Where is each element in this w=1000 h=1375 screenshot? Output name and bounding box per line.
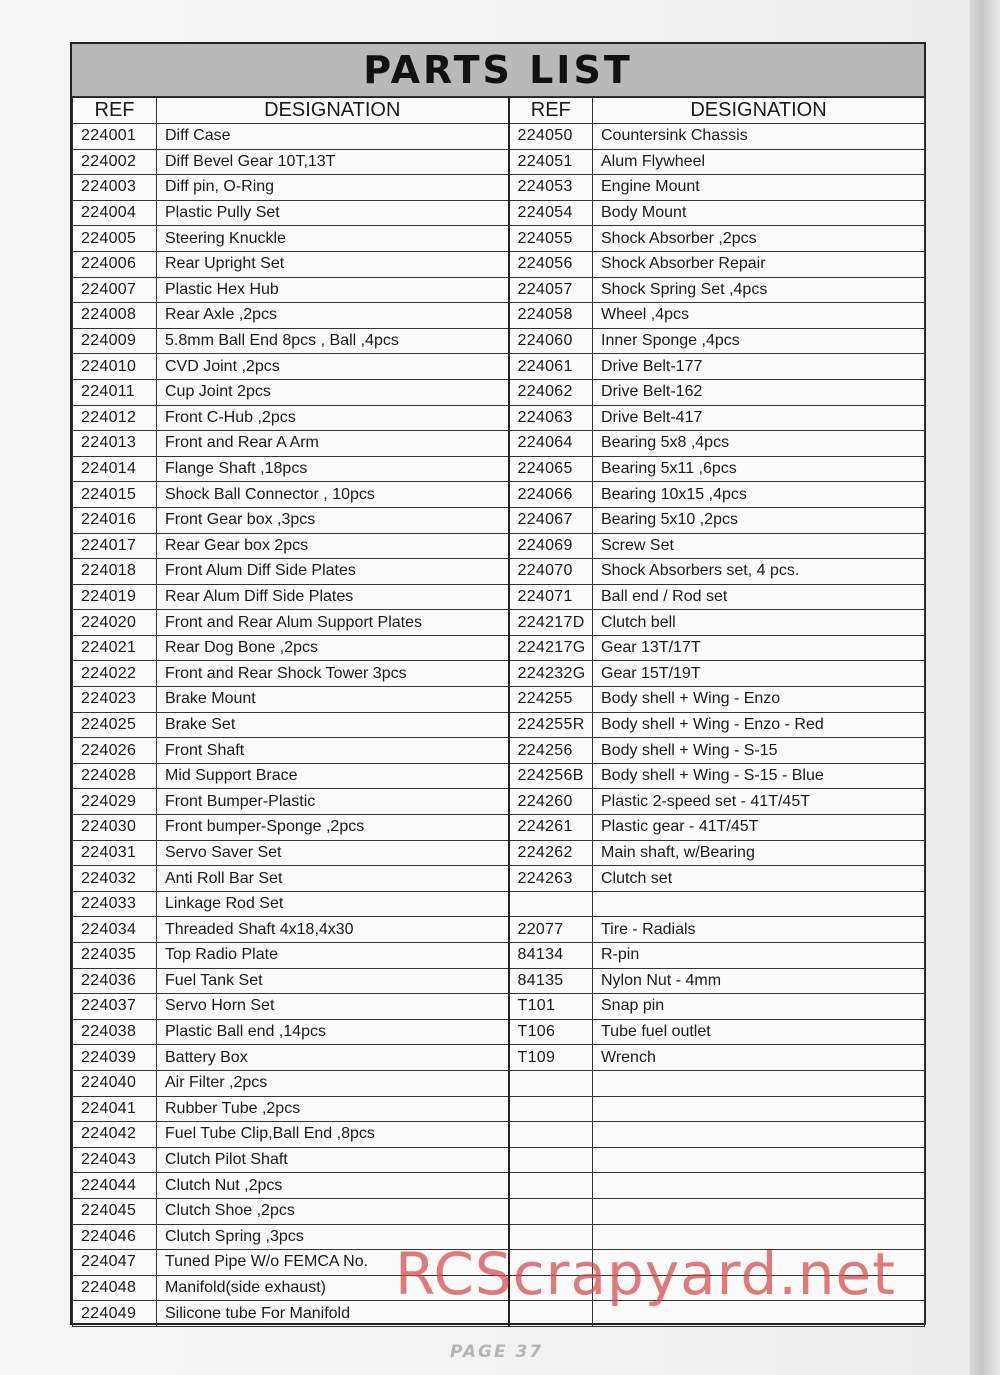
part-designation: Front Bumper-Plastic bbox=[157, 789, 509, 815]
part-ref: 224006 bbox=[73, 251, 157, 277]
part-designation: Body shell + Wing - Enzo bbox=[593, 687, 925, 713]
part-designation: Front Alum Diff Side Plates bbox=[157, 559, 509, 585]
part-ref: 224057 bbox=[509, 277, 593, 303]
part-designation: Servo Saver Set bbox=[157, 840, 509, 866]
table-row bbox=[73, 943, 925, 969]
table-row bbox=[73, 738, 925, 764]
part-ref bbox=[509, 1122, 593, 1148]
part-ref: 224012 bbox=[73, 405, 157, 431]
page-title: PARTS LIST bbox=[363, 48, 633, 92]
part-designation: Gear 13T/17T bbox=[593, 635, 925, 661]
part-ref: 224042 bbox=[73, 1122, 157, 1148]
part-ref: 224002 bbox=[73, 149, 157, 175]
part-ref: 224060 bbox=[509, 328, 593, 354]
part-designation: Front bumper-Sponge ,2pcs bbox=[157, 815, 509, 841]
table-row bbox=[73, 1147, 925, 1173]
part-ref: 224050 bbox=[509, 124, 593, 150]
part-ref: 224046 bbox=[73, 1224, 157, 1250]
part-designation: Steering Knuckle bbox=[157, 226, 509, 252]
part-designation: Tire - Radials bbox=[593, 917, 925, 943]
part-ref: T106 bbox=[509, 1019, 593, 1045]
part-designation bbox=[593, 1070, 925, 1096]
part-ref: 84135 bbox=[509, 968, 593, 994]
part-designation: Engine Mount bbox=[593, 175, 925, 201]
part-designation: Shock Spring Set ,4pcs bbox=[593, 277, 925, 303]
part-designation: Front and Rear Alum Support Plates bbox=[157, 610, 509, 636]
part-designation: Gear 15T/19T bbox=[593, 661, 925, 687]
part-designation: Rear Alum Diff Side Plates bbox=[157, 584, 509, 610]
part-designation: Battery Box bbox=[157, 1045, 509, 1071]
part-designation: Front C-Hub ,2pcs bbox=[157, 405, 509, 431]
part-ref: 224034 bbox=[73, 917, 157, 943]
part-ref bbox=[509, 1198, 593, 1224]
part-ref: 224018 bbox=[73, 559, 157, 585]
table-row bbox=[73, 559, 925, 585]
part-designation: Servo Horn Set bbox=[157, 994, 509, 1020]
part-designation: Manifold(side exhaust) bbox=[157, 1275, 509, 1301]
part-ref: 224039 bbox=[73, 1045, 157, 1071]
table-row bbox=[73, 763, 925, 789]
part-ref: 224071 bbox=[509, 584, 593, 610]
part-designation: Main shaft, w/Bearing bbox=[593, 840, 925, 866]
part-ref: 224067 bbox=[509, 507, 593, 533]
part-ref: 224013 bbox=[73, 431, 157, 457]
part-designation: Drive Belt-162 bbox=[593, 379, 925, 405]
part-ref: 224004 bbox=[73, 200, 157, 226]
table-row bbox=[73, 1070, 925, 1096]
table-row bbox=[73, 917, 925, 943]
table-row bbox=[73, 200, 925, 226]
part-designation: Rubber Tube ,2pcs bbox=[157, 1096, 509, 1122]
table-row bbox=[73, 994, 925, 1020]
table-row bbox=[73, 405, 925, 431]
part-ref: 224025 bbox=[73, 712, 157, 738]
part-ref: 224232G bbox=[509, 661, 593, 687]
part-designation: Drive Belt-417 bbox=[593, 405, 925, 431]
part-designation: Wrench bbox=[593, 1045, 925, 1071]
part-ref: 224055 bbox=[509, 226, 593, 252]
part-designation: Clutch Shoe ,2pcs bbox=[157, 1198, 509, 1224]
part-designation: Rear Axle ,2pcs bbox=[157, 303, 509, 329]
part-designation: Drive Belt-177 bbox=[593, 354, 925, 380]
table-row bbox=[73, 277, 925, 303]
part-designation: Plastic gear - 41T/45T bbox=[593, 815, 925, 841]
table-row bbox=[73, 891, 925, 917]
part-designation: Countersink Chassis bbox=[593, 124, 925, 150]
part-designation: Front and Rear Shock Tower 3pcs bbox=[157, 661, 509, 687]
part-designation: Bearing 5x11 ,6pcs bbox=[593, 456, 925, 482]
part-ref: 84134 bbox=[509, 943, 593, 969]
part-ref bbox=[509, 891, 593, 917]
part-ref: 224256 bbox=[509, 738, 593, 764]
part-designation: Brake Mount bbox=[157, 687, 509, 713]
part-ref: 224255 bbox=[509, 687, 593, 713]
part-ref: 224003 bbox=[73, 175, 157, 201]
part-ref: 224016 bbox=[73, 507, 157, 533]
table-row bbox=[73, 226, 925, 252]
part-ref bbox=[509, 1070, 593, 1096]
part-ref: 224022 bbox=[73, 661, 157, 687]
table-row bbox=[73, 1096, 925, 1122]
part-designation: Diff pin, O-Ring bbox=[157, 175, 509, 201]
part-designation: Front Shaft bbox=[157, 738, 509, 764]
part-ref: 224045 bbox=[73, 1198, 157, 1224]
part-designation: Clutch Pilot Shaft bbox=[157, 1147, 509, 1173]
part-designation: Body shell + Wing - Enzo - Red bbox=[593, 712, 925, 738]
part-ref: T101 bbox=[509, 994, 593, 1020]
part-designation: Rear Dog Bone ,2pcs bbox=[157, 635, 509, 661]
part-ref: 224040 bbox=[73, 1070, 157, 1096]
title-bar bbox=[72, 44, 924, 98]
part-designation: Top Radio Plate bbox=[157, 943, 509, 969]
part-ref: 224029 bbox=[73, 789, 157, 815]
part-ref: 224260 bbox=[509, 789, 593, 815]
table-row bbox=[73, 1045, 925, 1071]
table-row bbox=[73, 251, 925, 277]
table-row bbox=[73, 328, 925, 354]
part-ref: 224041 bbox=[73, 1096, 157, 1122]
part-ref: 224066 bbox=[509, 482, 593, 508]
part-designation bbox=[593, 1198, 925, 1224]
part-ref: 224017 bbox=[73, 533, 157, 559]
part-designation: Bearing 5x8 ,4pcs bbox=[593, 431, 925, 457]
table-row bbox=[73, 789, 925, 815]
part-designation: Body Mount bbox=[593, 200, 925, 226]
part-designation: Flange Shaft ,18pcs bbox=[157, 456, 509, 482]
part-designation: Linkage Rod Set bbox=[157, 891, 509, 917]
part-designation: Clutch set bbox=[593, 866, 925, 892]
part-designation: Shock Absorber ,2pcs bbox=[593, 226, 925, 252]
part-designation: Nylon Nut - 4mm bbox=[593, 968, 925, 994]
part-designation: Tube fuel outlet bbox=[593, 1019, 925, 1045]
designation-header: DESIGNATION bbox=[593, 97, 925, 124]
part-ref: 224021 bbox=[73, 635, 157, 661]
part-ref: 224014 bbox=[73, 456, 157, 482]
table-row bbox=[73, 610, 925, 636]
part-designation: Shock Ball Connector , 10pcs bbox=[157, 482, 509, 508]
part-ref: 224256B bbox=[509, 763, 593, 789]
part-designation: Mid Support Brace bbox=[157, 763, 509, 789]
part-ref: 224031 bbox=[73, 840, 157, 866]
part-designation: Fuel Tank Set bbox=[157, 968, 509, 994]
part-ref bbox=[509, 1096, 593, 1122]
part-designation: CVD Joint ,2pcs bbox=[157, 354, 509, 380]
part-ref: 224044 bbox=[73, 1173, 157, 1199]
part-ref: 224028 bbox=[73, 763, 157, 789]
table-row bbox=[73, 635, 925, 661]
part-ref: 224061 bbox=[509, 354, 593, 380]
part-ref: 224051 bbox=[509, 149, 593, 175]
part-designation: Rear Upright Set bbox=[157, 251, 509, 277]
part-ref: 224062 bbox=[509, 379, 593, 405]
part-ref: 224035 bbox=[73, 943, 157, 969]
part-ref: 224058 bbox=[509, 303, 593, 329]
part-designation: Inner Sponge ,4pcs bbox=[593, 328, 925, 354]
part-designation: Silicone tube For Manifold bbox=[157, 1301, 509, 1327]
part-ref: 224015 bbox=[73, 482, 157, 508]
header-row bbox=[73, 97, 925, 124]
table-row bbox=[73, 303, 925, 329]
table-row bbox=[73, 1198, 925, 1224]
part-ref: 224007 bbox=[73, 277, 157, 303]
part-ref: 224049 bbox=[73, 1301, 157, 1327]
table-row bbox=[73, 661, 925, 687]
part-designation: Plastic Hex Hub bbox=[157, 277, 509, 303]
parts-table bbox=[72, 96, 925, 1327]
table-row bbox=[73, 687, 925, 713]
table-row bbox=[73, 482, 925, 508]
part-ref: 224056 bbox=[509, 251, 593, 277]
table-row bbox=[73, 124, 925, 150]
part-ref: 224263 bbox=[509, 866, 593, 892]
part-designation: Air Filter ,2pcs bbox=[157, 1070, 509, 1096]
table-row bbox=[73, 968, 925, 994]
ref-header: REF bbox=[73, 97, 157, 124]
part-designation: Plastic Pully Set bbox=[157, 200, 509, 226]
part-designation: Wheel ,4pcs bbox=[593, 303, 925, 329]
part-designation: Anti Roll Bar Set bbox=[157, 866, 509, 892]
watermark: RCScrapyard.net bbox=[395, 1240, 896, 1308]
part-ref: 224011 bbox=[73, 379, 157, 405]
part-designation: Body shell + Wing - S-15 - Blue bbox=[593, 763, 925, 789]
part-ref: 224023 bbox=[73, 687, 157, 713]
part-designation bbox=[593, 1173, 925, 1199]
part-designation: Clutch bell bbox=[593, 610, 925, 636]
part-ref bbox=[509, 1147, 593, 1173]
table-row bbox=[73, 379, 925, 405]
part-ref: 224063 bbox=[509, 405, 593, 431]
part-ref: 224255R bbox=[509, 712, 593, 738]
table-row bbox=[73, 431, 925, 457]
part-designation bbox=[593, 1122, 925, 1148]
table-row bbox=[73, 1173, 925, 1199]
ref-header: REF bbox=[509, 97, 593, 124]
part-ref: 224032 bbox=[73, 866, 157, 892]
part-designation: Shock Absorbers set, 4 pcs. bbox=[593, 559, 925, 585]
part-ref: 224065 bbox=[509, 456, 593, 482]
table-row bbox=[73, 456, 925, 482]
part-designation: Clutch Nut ,2pcs bbox=[157, 1173, 509, 1199]
part-ref: 22077 bbox=[509, 917, 593, 943]
part-ref: 224036 bbox=[73, 968, 157, 994]
table-row bbox=[73, 533, 925, 559]
part-ref: 224008 bbox=[73, 303, 157, 329]
part-designation: Diff Bevel Gear 10T,13T bbox=[157, 149, 509, 175]
part-designation: Front Gear box ,3pcs bbox=[157, 507, 509, 533]
table-row bbox=[73, 354, 925, 380]
table-row bbox=[73, 866, 925, 892]
part-ref: 224048 bbox=[73, 1275, 157, 1301]
part-ref: 224020 bbox=[73, 610, 157, 636]
table-row bbox=[73, 840, 925, 866]
part-ref: 224070 bbox=[509, 559, 593, 585]
part-designation: Front and Rear A Arm bbox=[157, 431, 509, 457]
part-ref: 224054 bbox=[509, 200, 593, 226]
part-designation bbox=[593, 1096, 925, 1122]
part-designation: R-pin bbox=[593, 943, 925, 969]
part-designation: Bearing 10x15 ,4pcs bbox=[593, 482, 925, 508]
table-row bbox=[73, 815, 925, 841]
part-ref: 224033 bbox=[73, 891, 157, 917]
part-designation bbox=[593, 891, 925, 917]
part-ref: 224030 bbox=[73, 815, 157, 841]
table-row bbox=[73, 149, 925, 175]
part-ref: 224038 bbox=[73, 1019, 157, 1045]
part-designation: Body shell + Wing - S-15 bbox=[593, 738, 925, 764]
part-ref: 224053 bbox=[509, 175, 593, 201]
parts-list-sheet bbox=[70, 42, 926, 1325]
table-row bbox=[73, 584, 925, 610]
part-ref bbox=[509, 1173, 593, 1199]
table-row bbox=[73, 507, 925, 533]
part-designation: Fuel Tube Clip,Ball End ,8pcs bbox=[157, 1122, 509, 1148]
part-ref: 224001 bbox=[73, 124, 157, 150]
designation-header: DESIGNATION bbox=[157, 97, 509, 124]
part-designation: Shock Absorber Repair bbox=[593, 251, 925, 277]
part-designation: Rear Gear box 2pcs bbox=[157, 533, 509, 559]
part-designation: Bearing 5x10 ,2pcs bbox=[593, 507, 925, 533]
part-ref: 224037 bbox=[73, 994, 157, 1020]
part-designation: Diff Case bbox=[157, 124, 509, 150]
part-ref: 224069 bbox=[509, 533, 593, 559]
table-row bbox=[73, 712, 925, 738]
part-ref: 224026 bbox=[73, 738, 157, 764]
part-ref: 224217D bbox=[509, 610, 593, 636]
part-designation: Cup Joint 2pcs bbox=[157, 379, 509, 405]
part-designation: Plastic 2-speed set - 41T/45T bbox=[593, 789, 925, 815]
scan-edge bbox=[970, 0, 1000, 1375]
part-designation: Clutch Spring ,3pcs bbox=[157, 1224, 509, 1250]
part-designation: Tuned Pipe W/o FEMCA No. bbox=[157, 1250, 509, 1276]
part-ref: 224047 bbox=[73, 1250, 157, 1276]
part-ref: 224217G bbox=[509, 635, 593, 661]
part-ref: 224019 bbox=[73, 584, 157, 610]
part-designation: Screw Set bbox=[593, 533, 925, 559]
part-designation: Alum Flywheel bbox=[593, 149, 925, 175]
part-ref: 224009 bbox=[73, 328, 157, 354]
part-ref: 224005 bbox=[73, 226, 157, 252]
part-ref: 224010 bbox=[73, 354, 157, 380]
part-ref: 224261 bbox=[509, 815, 593, 841]
part-designation: Brake Set bbox=[157, 712, 509, 738]
table-row bbox=[73, 1122, 925, 1148]
part-ref: 224043 bbox=[73, 1147, 157, 1173]
part-designation: Plastic Ball end ,14pcs bbox=[157, 1019, 509, 1045]
part-designation: Threaded Shaft 4x18,4x30 bbox=[157, 917, 509, 943]
table-row bbox=[73, 175, 925, 201]
part-designation: 5.8mm Ball End 8pcs , Ball ,4pcs bbox=[157, 328, 509, 354]
part-designation bbox=[593, 1147, 925, 1173]
part-designation: Ball end / Rod set bbox=[593, 584, 925, 610]
table-row bbox=[73, 1019, 925, 1045]
part-ref: 224262 bbox=[509, 840, 593, 866]
part-ref: T109 bbox=[509, 1045, 593, 1071]
part-ref: 224064 bbox=[509, 431, 593, 457]
page-number: PAGE 37 bbox=[450, 1342, 544, 1362]
part-designation: Snap pin bbox=[593, 994, 925, 1020]
